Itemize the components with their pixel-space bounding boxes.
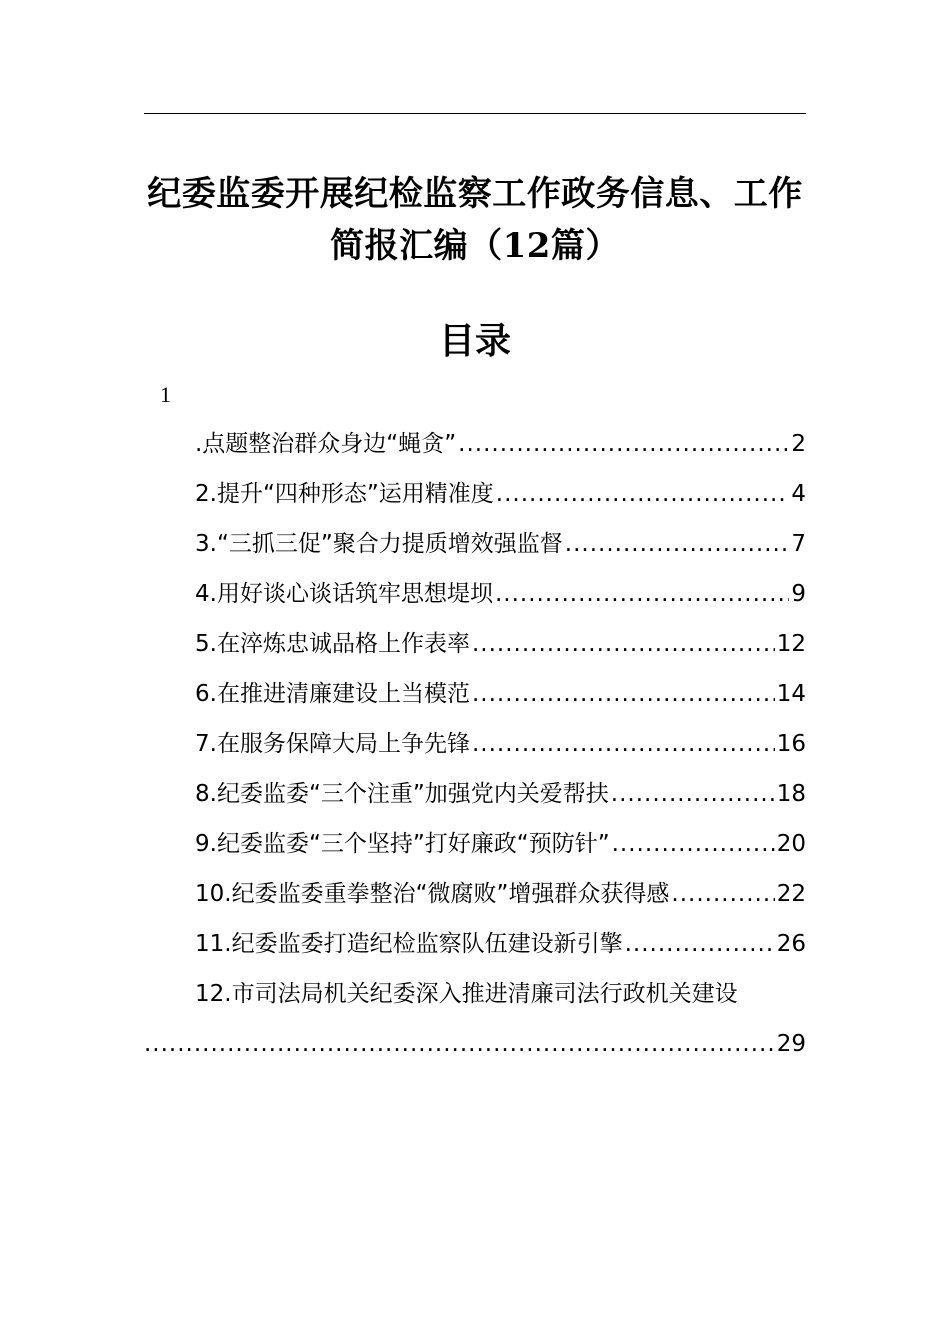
stray-page-marker: 1 [160, 382, 171, 407]
toc-entry-4[interactable] [195, 572, 806, 622]
toc-entry-9[interactable] [195, 822, 806, 872]
toc-entry-label: 4.用好谈心谈话筑牢思想堤坝 [195, 581, 493, 607]
document-title: 纪委监委开展纪检监察工作政务信息、工作简报汇编（12篇） [147, 174, 803, 266]
toc-entry-label: 12.市司法局机关纪委深入推进清廉司法行政机关建设 [195, 981, 738, 1007]
toc-entry-5[interactable] [195, 622, 806, 672]
toc-entry-label: 8.纪委监委“三个注重”加强党内关爱帮扶 [195, 781, 609, 807]
toc-entry-label: 7.在服务保障大局上争先锋 [195, 731, 470, 757]
toc-entry-label: 2.提升“四种形态”运用精准度 [195, 481, 494, 507]
toc-leader-dots [625, 922, 775, 966]
toc-entry-label: 5.在淬炼忠诚品格上作表率 [195, 631, 470, 657]
toc-entry-page: 16 [776, 731, 806, 757]
toc-leader-dots [612, 822, 775, 866]
toc-entry-7[interactable] [195, 722, 806, 772]
toc-entry-2[interactable] [195, 472, 806, 522]
table-of-contents [195, 422, 806, 972]
toc-entry-label: 11.纪委监委打造纪检监察队伍建设新引擎 [195, 931, 623, 957]
toc-leader-dots [144, 1022, 775, 1066]
toc-entry-page: 12 [776, 631, 806, 657]
toc-entry-page: 9 [791, 581, 806, 607]
toc-leader-dots [458, 422, 789, 466]
toc-leader-dots [611, 772, 775, 816]
toc-entry-11[interactable] [195, 922, 806, 972]
toc-entry-label: 10.纪委监委重拳整治“微腐败”增强群众获得感 [195, 881, 670, 907]
toc-entry-page: 14 [776, 681, 806, 707]
toc-leader-dots [565, 522, 790, 566]
toc-heading: 目录 [438, 320, 511, 362]
toc-entry-6[interactable] [195, 672, 806, 722]
toc-leader-dots [472, 722, 775, 766]
toc-entry-page: 22 [776, 881, 806, 907]
toc-entry-8[interactable] [195, 772, 806, 822]
toc-entry-page: 2 [791, 431, 806, 457]
toc-entry-page: 20 [776, 831, 806, 857]
toc-entry-label: 6.在推进清廉建设上当模范 [195, 681, 470, 707]
toc-entry-label: 9.纪委监委“三个坚持”打好廉政“预防针” [195, 831, 610, 857]
toc-leader-dots [472, 672, 775, 716]
toc-entry-3[interactable] [195, 522, 806, 572]
toc-entry-label: .点题整治群众身边“蝇贪” [195, 431, 457, 457]
toc-entry-continuation [144, 1022, 806, 1072]
toc-entry-page: 7 [791, 531, 806, 557]
toc-entry-label: 3.“三抓三促”聚合力提质增效强监督 [195, 531, 563, 557]
toc-entry-12[interactable] [144, 972, 806, 1072]
toc-entry-1[interactable] [195, 422, 806, 472]
toc-leader-dots [495, 572, 789, 616]
toc-entry-page: 26 [776, 931, 806, 957]
toc-entry-page: 18 [776, 781, 806, 807]
toc-entry-page: 4 [791, 481, 806, 507]
toc-entry-page: 29 [776, 1031, 806, 1057]
toc-entry-10[interactable] [195, 872, 806, 922]
header-rule [144, 113, 806, 114]
toc-leader-dots [671, 872, 774, 916]
toc-leader-dots [496, 472, 790, 516]
toc-leader-dots [472, 622, 775, 666]
